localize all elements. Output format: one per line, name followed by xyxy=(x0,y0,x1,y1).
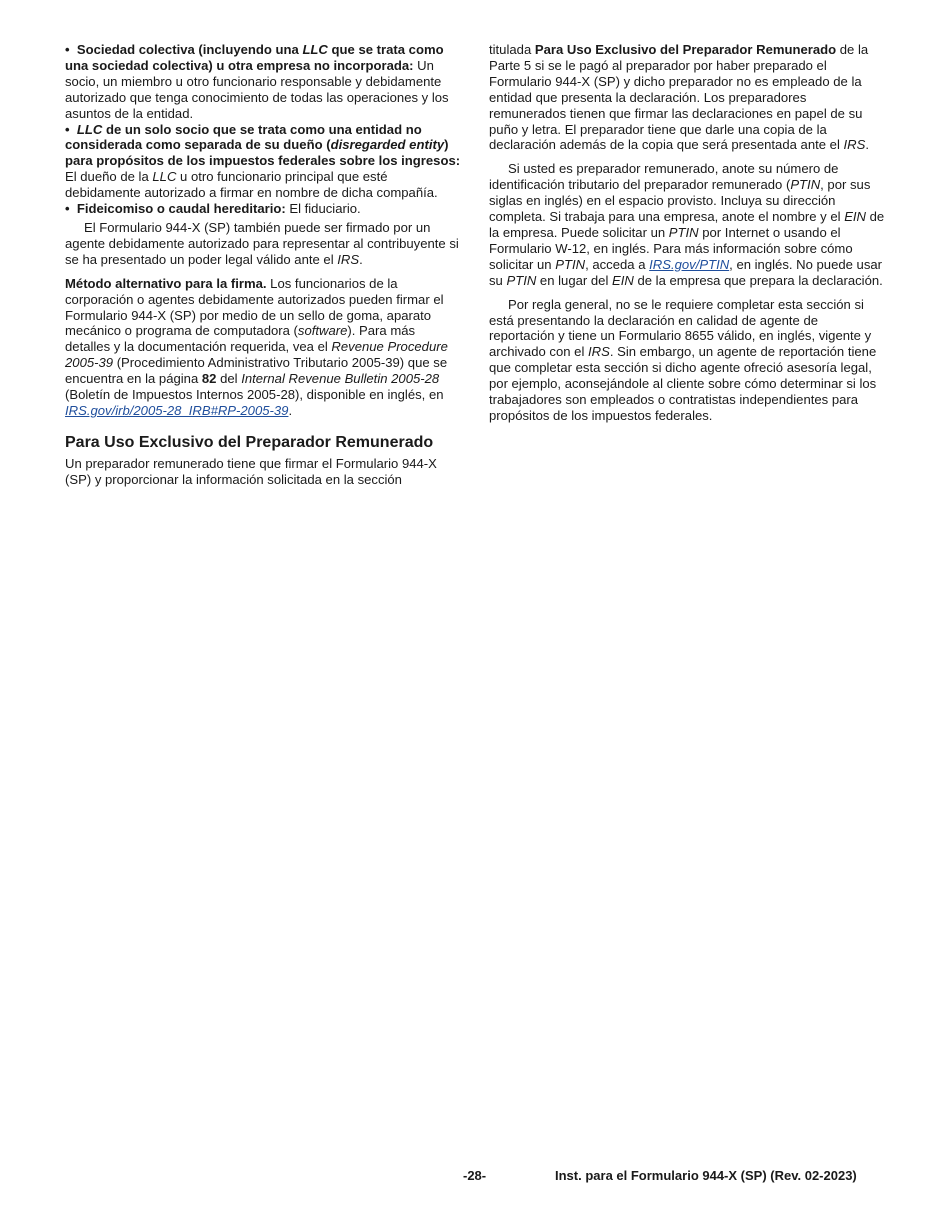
paragraph-text: (Boletín de Impuestos Internos 2005-28), disponible en inglés, en xyxy=(65,387,444,403)
paragraph-text: del xyxy=(216,371,242,387)
paragraph-text: (Procedimiento Administrativo Tributario 2005-39) que se encuentra en la página xyxy=(65,355,448,387)
paragraph-ptin xyxy=(489,161,887,288)
page-number: -28- xyxy=(463,1168,487,1183)
disregarded-entity-term: disregarded entity xyxy=(330,137,445,153)
irs-term: IRS xyxy=(588,344,610,360)
paragraph-text: . xyxy=(359,251,363,267)
paragraph-text: titulada xyxy=(489,42,535,57)
paragraph-text: . Sin embargo, un agente de reportación tiene que completar esta sección si dicho agente ofreció asesoría legal, por ejemplo, aconsejándole al cliente sobre cómo determinar si los trabajadores son empleados o contratistas independientes para propósitos de los impuestos federales. xyxy=(489,344,877,423)
section-reference: Para Uso Exclusivo del Preparador Remunerado xyxy=(534,42,837,57)
bullet-partnership-heading: Sociedad colectiva (incluyendo una xyxy=(76,42,303,57)
paragraph-heading: Método alternativo para la firma. xyxy=(65,275,267,291)
paragraph-text: ). Para más detalles y la documentación requerida, vea el xyxy=(65,323,416,355)
ptin-term: PTIN xyxy=(790,177,821,193)
bullet-llc-heading: de un solo socio que se trata como una entidad no considerada como separada de su dueño ( xyxy=(65,121,422,153)
irb-link[interactable]: IRS.gov/irb/2005-28_IRB#RP-2005-39 xyxy=(65,402,289,418)
page-reference: 82 xyxy=(201,371,217,387)
bullet-trust-text: El fiduciario. xyxy=(285,201,361,217)
bullet-marker: • xyxy=(65,121,70,137)
paragraph-text: de la Parte 5 si se le pagó al preparador por haber preparado el Formulario 944-X (SP) y dicho preparador no es empleado de la entidad que presenta la declaración. Los preparadores remunerados tienen que firmar las declaraciones en papel de su puño y letra. El preparador tiene que darle una copia de la declaración además de la copia que será presentada ante el xyxy=(489,42,869,153)
bulletin-title: Internal Revenue Bulletin 2005-28 xyxy=(241,371,440,387)
paragraph-agent-signature xyxy=(65,220,463,268)
bullet-llc-heading-end: ) para propósitos de los impuestos federales sobre los ingresos: xyxy=(65,137,461,169)
left-column xyxy=(65,42,463,488)
irs-term: IRS xyxy=(337,251,360,267)
bullet-single-member-llc xyxy=(65,122,463,202)
revenue-procedure-title: Revenue Procedure 2005-39 xyxy=(65,339,448,371)
paragraph-text: por Internet o usando el Formulario W-12, en inglés. Para más información sobre cómo solicitar un xyxy=(489,224,853,272)
paragraph-text: , por sus siglas en inglés) en el espacio provisto. Incluya su dirección completa. Si trabaja para una empresa, anote el nombre y el xyxy=(489,177,871,225)
ptin-term: PTIN xyxy=(506,272,537,288)
paragraph-text: . xyxy=(288,402,293,418)
bullet-partnership-heading-end: que se trata como una sociedad colectiva) u otra empresa no incorporada: xyxy=(65,42,444,73)
bullet-partnership-text: Un socio, un miembro u otro funcionario responsable y debidamente autorizado que tenga conocimiento de todas las operaciones y los asuntos de la entidad. xyxy=(65,57,449,121)
right-column xyxy=(489,42,887,424)
paragraph-paid-preparer-intro: Un preparador remunerado tiene que firmar el Formulario 944-X (SP) y proporcionar la información solicitada en la sección xyxy=(65,455,437,487)
llc-term: LLC xyxy=(76,121,103,137)
irs-term: IRS xyxy=(843,137,866,153)
bullet-partnership xyxy=(65,42,463,122)
ein-term: EIN xyxy=(612,272,634,288)
paragraph-text: en lugar del xyxy=(536,272,613,288)
section-heading: Para Uso Exclusivo del Preparador Remunerado xyxy=(65,433,434,451)
bullet-marker: • xyxy=(65,201,70,217)
bullet-trust-heading: Fideicomiso o caudal hereditario: xyxy=(76,201,286,217)
paragraph-text: . xyxy=(865,137,869,153)
paragraph-text: Por regla general, no se le requiere completar esta sección si está presentando la declaración en calidad de agente de reportación y tiene un Formulario 8655 válido, en inglés, vigente y archivado con el xyxy=(489,296,872,360)
paragraph-preparer-section xyxy=(489,42,887,153)
ptin-term: PTIN xyxy=(555,256,586,272)
ein-term: EIN xyxy=(844,209,867,225)
llc-term: LLC xyxy=(152,169,177,185)
ptin-link[interactable]: IRS.gov/PTIN xyxy=(649,256,730,272)
paragraph-text: , en inglés. No puede usar su xyxy=(489,256,883,288)
paragraph-text: Si usted es preparador remunerado, anote su número de identificación tributario del preparador remunerado ( xyxy=(489,161,839,193)
paragraph-text: El Formulario 944-X (SP) también puede ser firmado por un agente debidamente autorizado para representar al contribuyente si se ha presentado un poder legal válido ante el xyxy=(65,219,459,267)
ptin-term: PTIN xyxy=(668,224,699,240)
paragraph-text: de la empresa. Puede solicitar un xyxy=(489,209,885,240)
bullet-marker: • xyxy=(65,42,70,57)
paragraph-reporting-agent xyxy=(489,297,887,424)
form-title-footer: Inst. para el Formulario 944-X (SP) (Rev. 02-2023) xyxy=(555,1168,857,1183)
bullet-trust-estate xyxy=(65,201,463,217)
software-term: software xyxy=(297,323,348,339)
llc-term: LLC xyxy=(302,42,328,57)
paragraph-text: , acceda a xyxy=(585,256,650,272)
paragraph-text: de la empresa que prepara la declaración. xyxy=(633,272,883,288)
bullet-llc-text-end: u otro funcionario principal que esté debidamente autorizado a firmar en nombre de dicha compañía. xyxy=(65,169,438,201)
paragraph-text: Los funcionarios de la corporación o agentes debidamente autorizados pueden firmar el Formulario 944-X (SP) por medio de un sello de goma, aparato mecánico o programa de computadora ( xyxy=(65,275,444,339)
bullet-llc-text: El dueño de la xyxy=(65,169,153,185)
paragraph-alternative-signature xyxy=(65,276,463,419)
